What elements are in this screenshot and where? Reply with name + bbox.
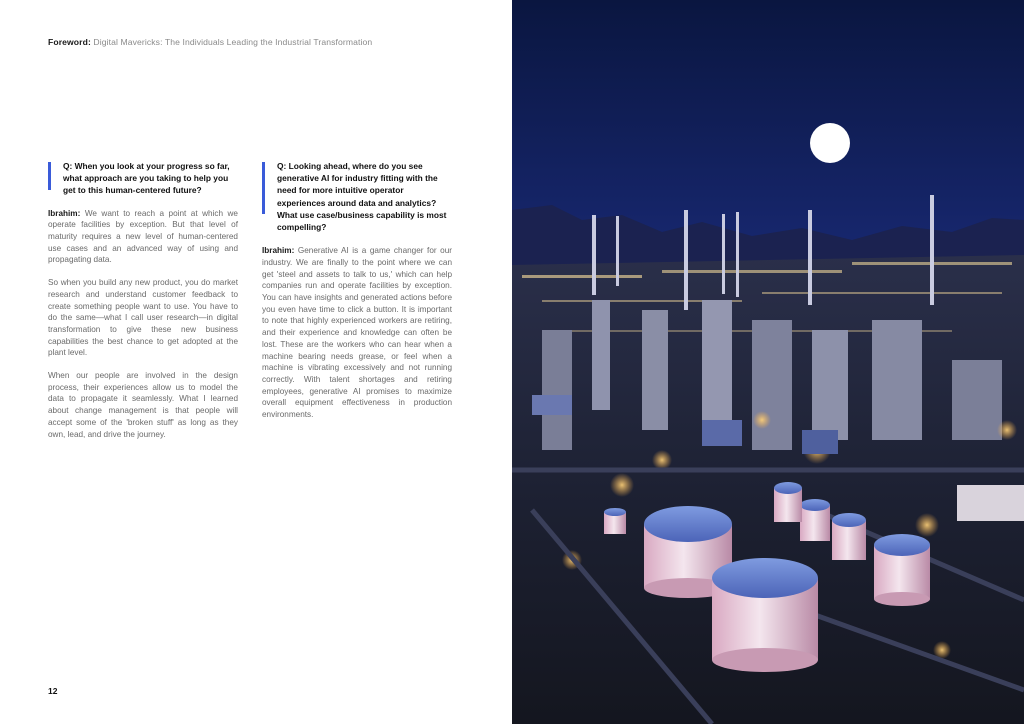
storage-tank bbox=[774, 482, 802, 522]
header-label: Foreword: bbox=[48, 37, 91, 47]
storage-tank bbox=[712, 558, 818, 672]
storage-tank bbox=[832, 513, 866, 560]
interview-column-2 bbox=[262, 160, 452, 421]
speaker-name: Ibrahim: bbox=[48, 208, 81, 218]
interview-column-1 bbox=[48, 160, 238, 440]
question-block bbox=[48, 160, 238, 197]
body-paragraph: So when you build any new product, you do market research and understand customer feedback to create something people want to use. You have to do the same—what I call user research—in digital transformation to give these new business capabilities the best chance to get adopted at the plant level. bbox=[48, 278, 238, 358]
moon bbox=[810, 123, 850, 163]
question-block bbox=[262, 160, 452, 233]
question-text: Q: Looking ahead, where do you see generative AI for industry fitting with the need for more intuitive operator experiences around data and analytics? What use case/business capability is most compelling? bbox=[277, 161, 447, 233]
answer-paragraph bbox=[48, 208, 238, 267]
refinery-night-photo bbox=[512, 0, 1024, 724]
speaker-name: Ibrahim: bbox=[262, 246, 295, 256]
answer-text: Generative AI is a game changer for our industry. We are finally to the point where we can get 'steel and assets to talk to us,' which can help companies run and operate facilities by exception. You can have insights and generated actions before you even have time to click a button. It is important to note that highly experienced workers are retiring, and their experience and knowledge can often be lost. These are the workers who can hear when a machine bearing needs grease, or feel when a machine is vibrating excessively and not running correctly. With talent shortages and retiring employees, generative AI promises to maximize overall equipment effectiveness in production environments. bbox=[262, 246, 452, 420]
answer-paragraph bbox=[262, 245, 452, 421]
page-number: 12 bbox=[48, 686, 58, 696]
storage-tank bbox=[800, 499, 830, 541]
body-paragraph: When our people are involved in the design process, their experiences allow us to model the data to propagate it seamlessly. What I learned about change management is that people will accept some of the 'broken stuff' as long as they own, lead, and drive the journey. bbox=[48, 371, 238, 439]
header-title: Digital Mavericks: The Individuals Leading the Industrial Transformation bbox=[93, 37, 373, 47]
question-text: Q: When you look at your progress so far, what approach are you taking to help you get to this human-centered future? bbox=[63, 161, 230, 196]
question-accent-bar bbox=[262, 162, 265, 214]
storage-tank bbox=[604, 508, 626, 534]
question-accent-bar bbox=[48, 162, 51, 190]
running-header bbox=[48, 37, 372, 47]
answer-text: We want to reach a point at which we operate facilities by exception. But that level of maturity requires a new level of human-centered use cases and an advanced way of using and propagating data. bbox=[48, 208, 238, 265]
storage-tank bbox=[874, 534, 930, 606]
